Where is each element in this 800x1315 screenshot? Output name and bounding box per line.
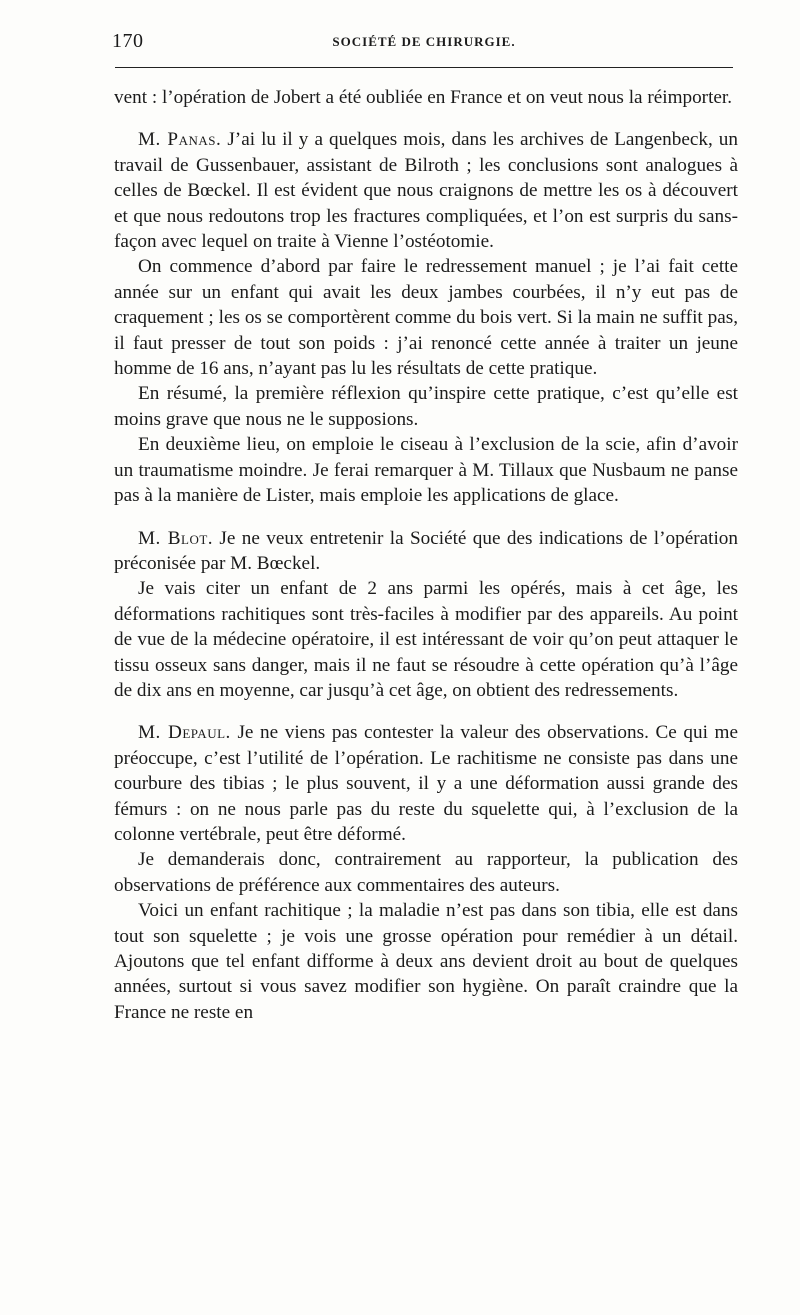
paragraph: [114, 254, 738, 381]
running-title: SOCIÉTÉ DE CHIRURGIE.: [332, 34, 516, 49]
paragraph: [114, 898, 738, 1025]
paragraph-text: Je demanderais donc, contrairement au rapporteur, la publication des observations de préférence aux commentaires des auteurs.: [114, 849, 738, 896]
paragraph-text: En résumé, la première réflexion qu’inspire cette pratique, c’est qu’elle est moins grave que nous ne le supposions.: [114, 383, 738, 430]
speaker-name: M. Blot.: [138, 527, 214, 549]
paragraph-depaul: [114, 720, 738, 847]
page-header: [112, 30, 736, 56]
paragraph-continued: [114, 85, 738, 110]
paragraph-text: Je ne viens pas contester la valeur des observations. Ce qui me préoccupe, c’est l’utilité de l’opération. Le rachitisme ne consiste pas dans une courbure des tibias ; le plus souvent, il y a une déformation aussi grande des fémurs : on ne nous parle pas du reste du squelette qui, à l’exclusion de la colonne vertébrale, peut être déformé.: [114, 722, 738, 845]
paragraph-text: On commence d’abord par faire le redressement manuel ; je l’ai fait cette année sur un enfant qui avait les deux jambes courbées, il n’y eut pas de craquement ; les os se comportèrent comme du bois vert. Si la main ne suffit pas, il faut presser de tout son poids : j’ai renoncé cette année à traiter un jeune homme de 16 ans, n’ayant pas lu les résultats de cette pratique.: [114, 256, 738, 380]
paragraph: [114, 576, 738, 703]
page-number: 170: [112, 30, 144, 52]
paragraph-text: En deuxième lieu, on emploie le ciseau à l’exclusion de la scie, afin d’avoir un traumatisme moindre. Je ferai remarquer à M. Tillaux que Nusbaum ne panse pas à la manière de Lister, mais emploie les applications de glace.: [114, 434, 738, 507]
header-rule: [115, 67, 733, 68]
paragraph-panas: [114, 127, 738, 254]
paragraph-blot: [114, 526, 738, 577]
paragraph-text: J’ai lu il y a quelques mois, dans les archives de Langenbeck, un travail de Gussenbauer, assistant de Bilroth ; les conclusions sont analogues à celles de Bœckel. Il est évident que nous craignons de mettre les os à découvert et que nous redoutons trop les fractures compliquées, et l’on est surpris du sans-façon avec lequel on traite à Vienne l’ostéotomie.: [114, 129, 738, 253]
paragraph-text: vent : l’opération de Jobert a été oubliée en France et on veut nous la réimporter.: [114, 87, 733, 108]
paragraph-text: Je ne veux entretenir la Société que des indications de l’opération préconisée par M. Bœckel.: [114, 527, 738, 574]
speaker-name: M. Panas.: [138, 129, 222, 151]
paragraph: [114, 432, 738, 508]
paragraph-text: Je vais citer un enfant de 2 ans parmi les opérés, mais à cet âge, les déformations rachitiques sont très-faciles à modifier par des appareils. Au point de vue de la médecine opératoire, il est intéressant de voir qu’on peut attaquer le tissu osseux sans danger, mais il ne faut se résoudre à cette opération qu’à l’âge de dix ans en moyenne, car jusqu’à cet âge, on obtient des redressements.: [114, 578, 738, 701]
paragraph: [114, 847, 738, 898]
speaker-name: M. Depaul.: [138, 722, 231, 744]
paragraph-text: Voici un enfant rachitique ; la maladie n’est pas dans son tibia, elle est dans tout son squelette ; je vois une grosse opération pour remédier à un détail. Ajoutons que tel enfant difforme à deux ans devient droit au bout de quelques années, surtout si vous savez modifier son hygiène. On paraît craindre que la France ne reste en: [114, 900, 738, 1023]
body-text: [114, 85, 738, 1025]
paragraph: [114, 381, 738, 432]
